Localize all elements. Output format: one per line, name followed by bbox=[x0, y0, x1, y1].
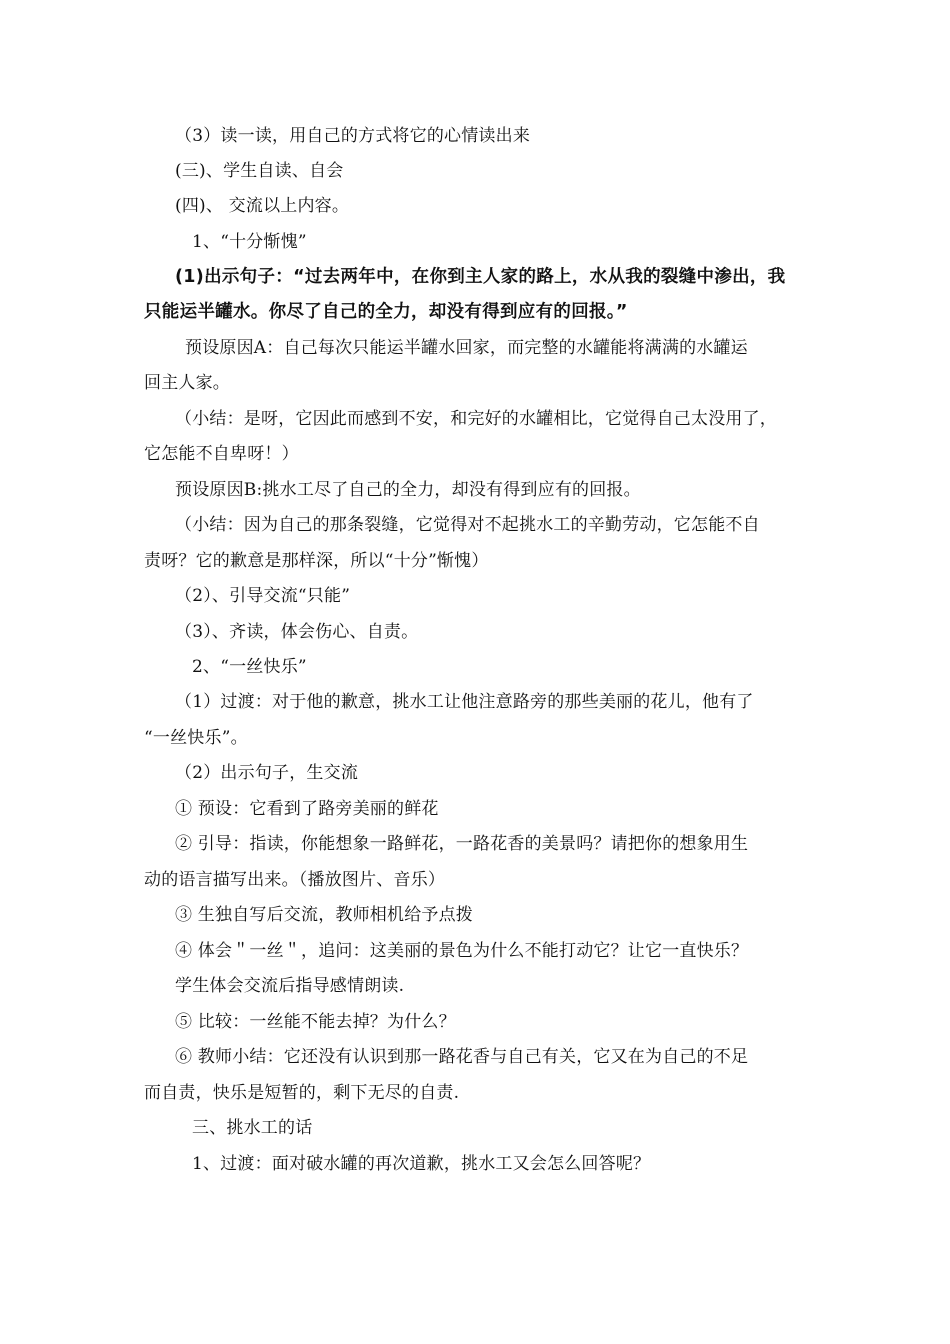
text-line-12: （小结：因为自己的那条裂缝，它觉得对不起挑水工的辛勤劳动，它怎能不自 bbox=[175, 515, 760, 535]
text-line-18: “一丝快乐”。 bbox=[144, 728, 248, 748]
text-line-13: 责呀？它的歉意是那样深，所以“十分”惭愧） bbox=[144, 551, 489, 571]
text-line-3: (四)、 交流以上内容。 bbox=[175, 196, 350, 216]
text-line-30: 1、过渡：面对破水罐的再次道歉，挑水工又会怎么回答呢？ bbox=[192, 1154, 651, 1174]
text-line-14: （2）、引导交流“只能” bbox=[175, 586, 351, 606]
text-line-16: 2、“一丝快乐” bbox=[192, 657, 307, 677]
text-line-19: （2）出示句子，生交流 bbox=[175, 763, 359, 783]
text-line-24: ④ 体会＂一丝＂，追问：这美丽的景色为什么不能打动它？让它一直快乐？ bbox=[175, 941, 749, 961]
text-line-23: ③ 生独自写后交流，教师相机给予点拨 bbox=[175, 905, 474, 925]
text-line-27: ⑥ 教师小结：它还没有认识到那一路花香与自己有关，它又在为自己的不足 bbox=[175, 1047, 749, 1067]
text-line-1: （3）读一读，用自己的方式将它的心情读出来 bbox=[175, 126, 531, 146]
quote-line-2: 只能运半罐水。你尽了自己的全力，却没有得到应有的回报。” bbox=[144, 302, 628, 322]
text-line-26: ⑤ 比较：一丝能不能去掉？为什么？ bbox=[175, 1012, 456, 1032]
text-line-8: 回主人家。 bbox=[144, 373, 230, 393]
text-line-20: ① 预设：它看到了路旁美丽的鲜花 bbox=[175, 799, 439, 819]
text-line-10: 它怎能不自卑呀！） bbox=[144, 444, 299, 464]
text-line-11: 预设原因B:挑水工尽了自己的全力，却没有得到应有的回报。 bbox=[175, 480, 641, 500]
text-line-21: ② 引导：指读，你能想象一路鲜花，一路花香的美景吗？请把你的想象用生 bbox=[175, 834, 749, 854]
section-heading: 三、挑水工的话 bbox=[192, 1118, 313, 1138]
text-line-25: 学生体会交流后指导感情朗读. bbox=[175, 976, 405, 996]
text-line-7: 预设原因A：自己每次只能运半罐水回家，而完整的水罐能将满满的水罐运 bbox=[185, 338, 748, 358]
text-line-22: 动的语言描写出来。（播放图片、音乐） bbox=[144, 870, 446, 890]
text-line-2: (三)、学生自读、自会 bbox=[175, 161, 344, 181]
text-line-15: （3）、齐读，体会伤心、自责。 bbox=[175, 622, 419, 642]
text-line-9: （小结：是呀，它因此而感到不安，和完好的水罐相比，它觉得自己太没用了， bbox=[175, 409, 777, 429]
text-line-28: 而自责，快乐是短暂的，剩下无尽的自责. bbox=[144, 1083, 460, 1103]
text-line-17: （1）过渡：对于他的歉意，挑水工让他注意路旁的那些美丽的花儿，他有了 bbox=[175, 692, 754, 712]
quote-line-1: (1)出示句子：“过去两年中，在你到主人家的路上，水从我的裂缝中渗出，我 bbox=[175, 267, 786, 287]
text-line-4: 1、“十分惭愧” bbox=[192, 232, 307, 252]
